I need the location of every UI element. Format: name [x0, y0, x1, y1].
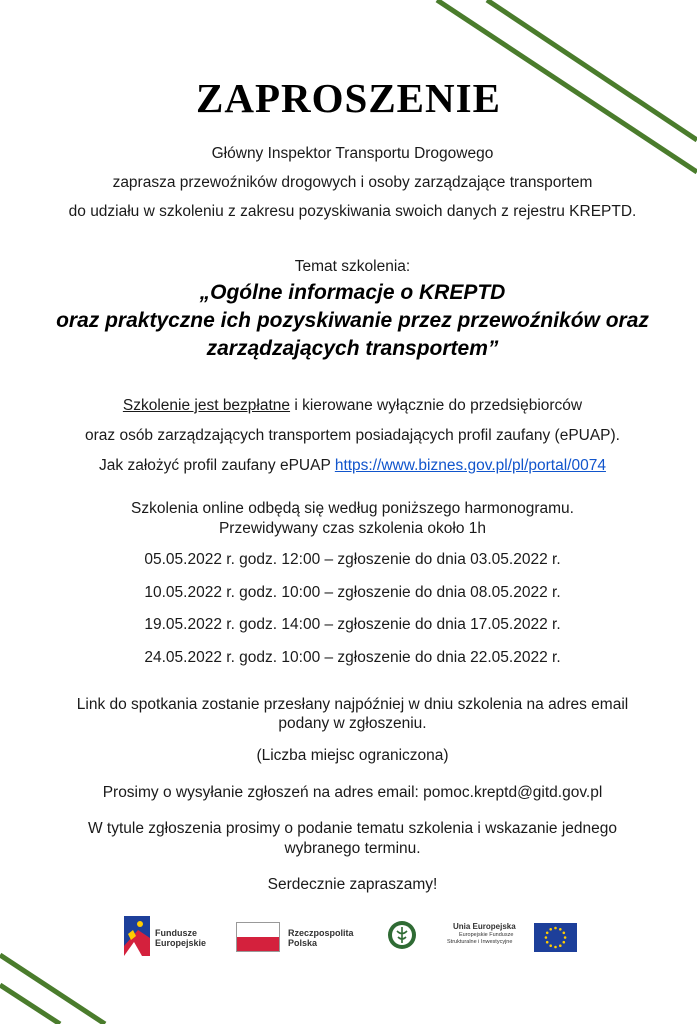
epuap-line: [0, 457, 697, 475]
ue-sub-2: Strukturalne i Inwestycyjne: [447, 939, 513, 945]
schedule-item-1: 05.05.2022 r. godz. 12:00 – zgłoszenie do dnia 03.05.2022 r.: [144, 551, 561, 568]
link-info-1: Link do spotkania zostanie przesłany najpóźniej w dniu szkolenia na adres email: [76, 696, 629, 713]
bottom-left-stripe-1: [0, 955, 105, 1024]
intro-line-2: zaprasza przewoźników drogowych i osoby zarządzające transportem: [112, 174, 593, 191]
schedule-item-3: 19.05.2022 r. godz. 14:00 – zgłoszenie do dnia 17.05.2022 r.: [144, 616, 561, 633]
ue-label: Unia Europejska: [453, 922, 516, 931]
subject-info-2: wybranego terminu.: [284, 840, 421, 857]
schedule-intro-2: Przewidywany czas szkolenia około 1h: [218, 520, 487, 537]
topic-line-3: zarządzających transportem”: [206, 337, 499, 360]
rp-label-1: Rzeczpospolita: [288, 928, 354, 938]
intro-line-1: Główny Inspektor Transportu Drogowego: [211, 145, 494, 162]
rp-label-2: Polska: [288, 938, 318, 948]
unia-europejska-logo: [444, 920, 584, 956]
free-training-line: [0, 397, 697, 415]
free-training-underlined: Szkolenie jest bezpłatne: [122, 397, 291, 414]
ue-sub-1: Europejskie Fundusze: [459, 932, 514, 938]
fe-label-1: Fundusze: [155, 928, 197, 938]
fe-label-2: Europejskie: [155, 938, 207, 948]
schedule-intro-1: Szkolenia online odbędą się według poniższego harmonogramu.: [131, 500, 574, 517]
topic-label: Temat szkolenia:: [294, 258, 411, 275]
link-info-2: podany w zgłoszeniu.: [278, 715, 427, 732]
closing-text: Serdecznie zapraszamy!: [267, 876, 438, 893]
gitd-emblem-icon: [387, 920, 417, 950]
intro-line-3: do udziału w szkoleniu z zakresu pozyskiwania swoich danych z rejestru KREPTD.: [68, 203, 637, 220]
rzeczpospolita-polska-logo: [236, 922, 366, 956]
topic-line-2: oraz praktyczne ich pozyskiwanie przez przewoźników oraz: [56, 309, 649, 332]
fundusze-europejskie-logo: [124, 916, 224, 960]
eu-flag-icon: [534, 923, 577, 952]
subject-info-1: W tytule zgłoszenia prosimy o podanie tematu szkolenia i wskazanie jednego: [87, 820, 617, 837]
polish-flag-icon: [236, 922, 280, 952]
logo-strip: [0, 912, 697, 962]
schedule-item-4: 24.05.2022 r. godz. 10:00 – zgłoszenie do dnia 22.05.2022 r.: [144, 649, 561, 666]
page-title: ZAPROSZENIE: [196, 75, 501, 121]
email-line: Prosimy o wysyłanie zgłoszeń na adres email: pomoc.kreptd@gitd.gov.pl: [102, 784, 603, 801]
schedule-item-2: 10.05.2022 r. godz. 10:00 – zgłoszenie do dnia 08.05.2022 r.: [144, 584, 561, 601]
epuap-link[interactable]: https://www.biznes.gov.pl/pl/portal/0074: [334, 457, 606, 474]
free-training-rest: i kierowane wyłącznie do przedsiębiorców: [290, 397, 583, 414]
epuap-text: Jak założyć profil zaufany ePUAP: [99, 457, 335, 474]
limited-seats: (Liczba miejsc ograniczona): [256, 747, 449, 764]
free-training-line-2: oraz osób zarządzających transportem posiadających profil zaufany (ePUAP).: [84, 427, 620, 444]
fundusze-europejskie-icon: [124, 916, 150, 956]
topic-line-1: „Ogólne informacje o KREPTD: [199, 281, 506, 304]
